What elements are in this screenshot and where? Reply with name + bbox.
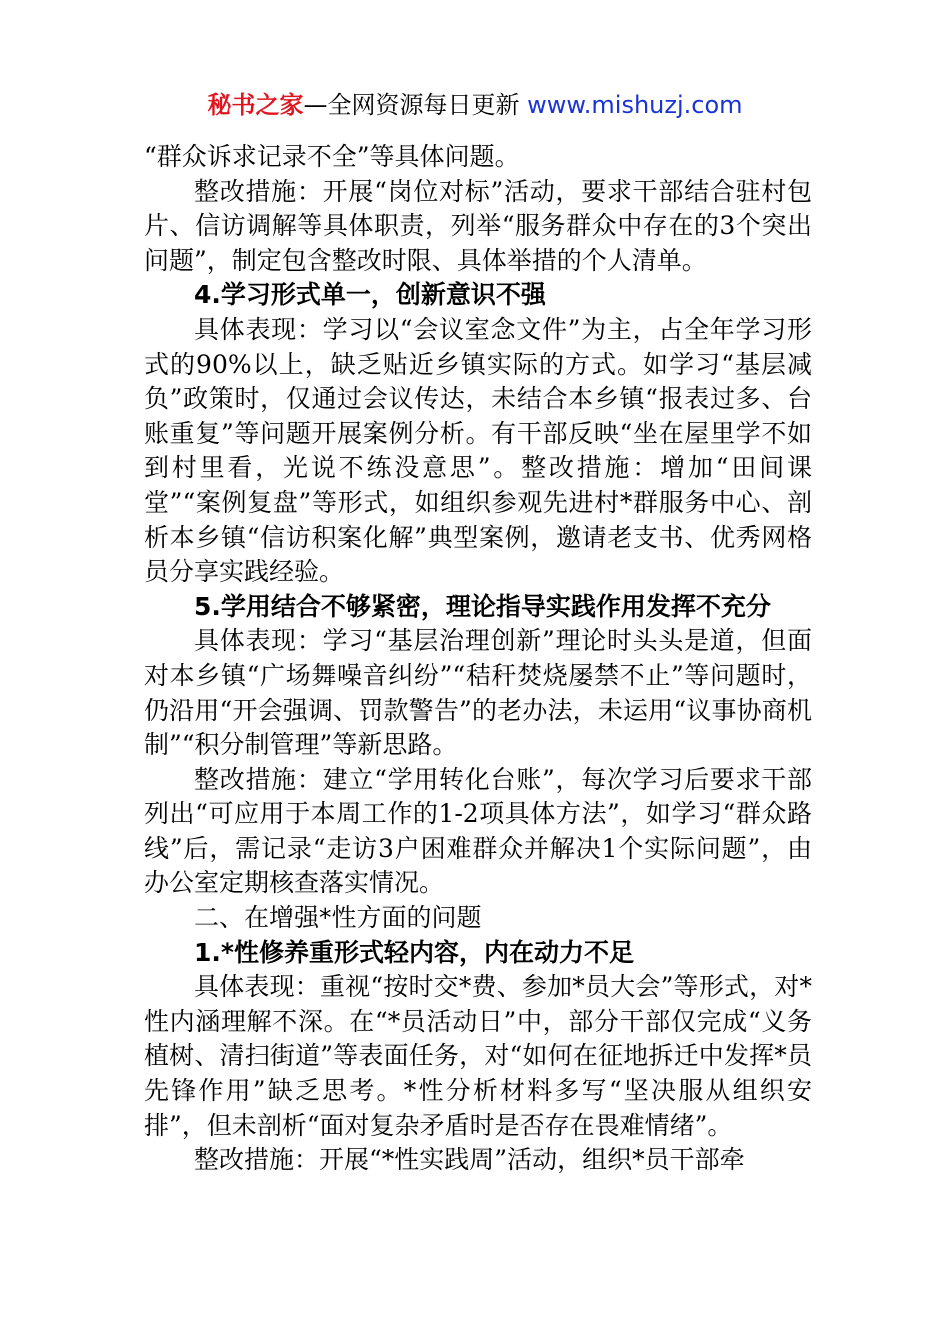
site-url-link[interactable]: www.mishuzj.com [527,91,743,119]
section-heading-2: 二、在增强*性方面的问题 [194,903,482,933]
document-body [144,140,812,1178]
site-brand: 秘书之家 [207,91,304,119]
paragraph-item-4-detail: 具体表现：学习以“会议室念文件”为主，占全年学习形式的90%以上，缺乏贴近乡镇实际的方式。如学习“基层减负”政策时，仅通过会议传达，未结合本乡镇“报表过多、台账重复”等问题开展案例分析。有干部反映“坐在屋里学不如到村里看，光说不练没意思”。整改措施：增加“田间课堂”“案例复盘”等形式，如组织参观先进村*群服务中心、剖析本乡镇“信访积案化解”典型案例，邀请老支书、优秀网格员分享实践经验。 [144,314,812,587]
paragraph-rectification-3: 整改措施：开展“岗位对标”活动，要求干部结合驻村包片、信访调解等具体职责，列举“服务群众中存在的3个突出问题”，制定包含整改时限、具体举措的个人清单。 [144,176,812,275]
site-tagline: —全网资源每日更新 [303,91,520,119]
paragraph-item-5-detail: 具体表现：学习“基层治理创新”理论时头头是道，但面对本乡镇“广场舞噪音纠纷”“秸秆焚烧屡禁不止”等问题时，仍沿用“开会强调、罚款警告”的老办法，未运用“议事协商机制”“积分制管理”等新思路。 [144,626,812,760]
heading-item-5: 5.学用结合不够紧密，理论指导实践作用发挥不充分 [194,591,771,621]
paragraph-section-2-item-1-detail: 具体表现：重视“按时交*费、参加*员大会”等形式，对*性内涵理解不深。在“*员活动日”中，部分干部仅完成“义务植树、清扫街道”等表面任务，对“如何在征地拆迁中发挥*员先锋作用”缺乏思考。*性分析材料多写“坚决服从组织安排”，但未剖析“面对复杂矛盾时是否存在畏难情绪”。 [144,972,812,1140]
heading-section-2-item-1: 1.*性修养重形式轻内容，内在动力不足 [194,937,634,967]
heading-item-4: 4.学习形式单一，创新意识不强 [194,280,546,310]
site-header [0,88,950,122]
paragraph-section-2-item-1-rectification: 整改措施：开展“*性实践周”活动，组织*员干部牵 [194,1145,745,1175]
paragraph-item-5-rectification: 整改措施：建立“学用转化台账”，每次学习后要求干部列出“可应用于本周工作的1-2项具体方法”，如学习“群众路线”后，需记录“走访3户困难群众并解决1个实际问题”，由办公室定期核查落实情况。 [144,764,812,898]
paragraph-continued: “群众诉求记录不全”等具体问题。 [144,142,520,171]
